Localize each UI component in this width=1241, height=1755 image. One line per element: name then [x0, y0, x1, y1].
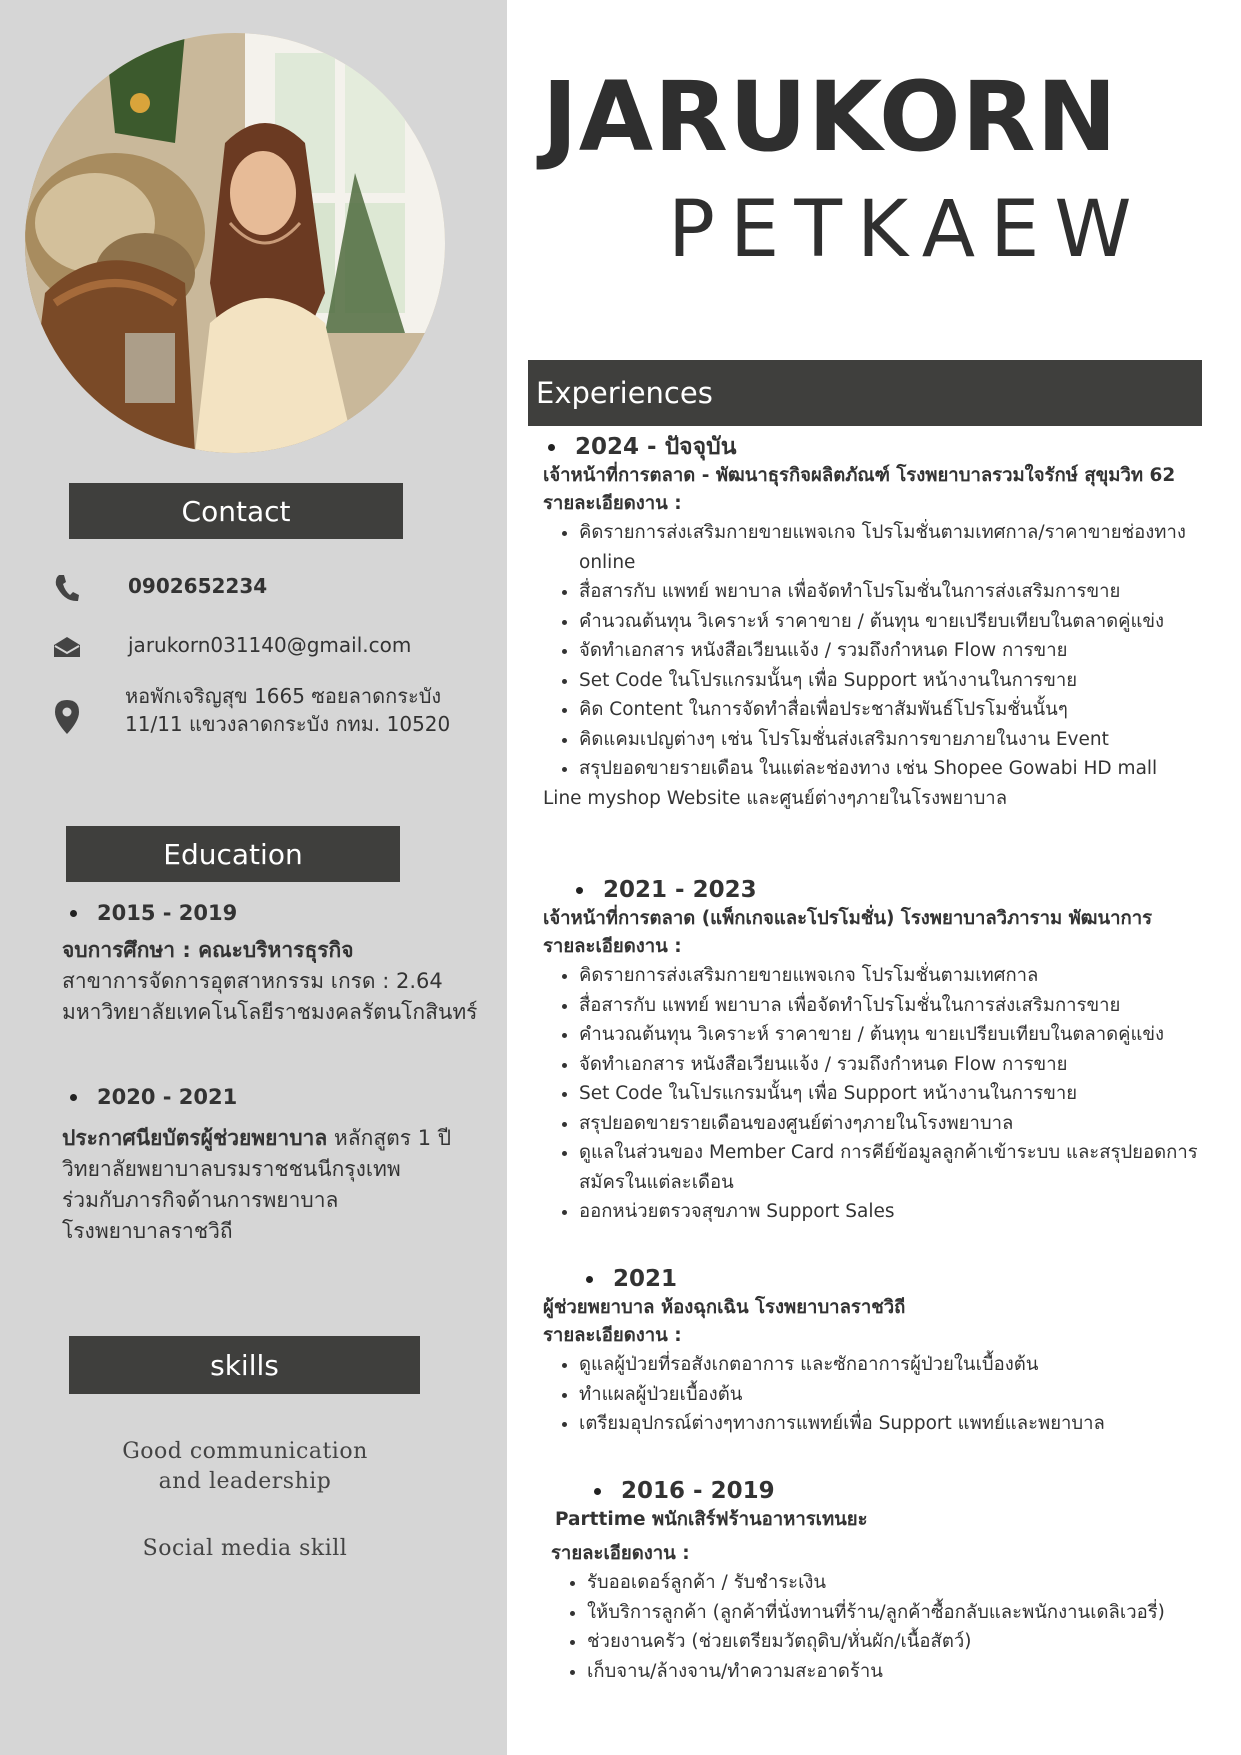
experience-duties — [551, 1568, 1231, 1686]
bullet-icon — [70, 1094, 77, 1101]
skill-communication — [60, 1437, 430, 1497]
experience-details-label: รายละเอียดงาน : — [543, 493, 682, 514]
education-heading: Education — [66, 826, 400, 882]
address — [125, 682, 450, 738]
skill-social-media: Social media skill — [142, 1536, 348, 1561]
skills-heading: skills — [69, 1336, 420, 1394]
contact-phone-row — [50, 571, 268, 605]
duty-item: • คิด Content ในการจัดทำสื่อเพื่อประชาสัมพันธ์โปรโมชั่นนั้นๆ — [579, 695, 1223, 725]
certificate-duration: หลักสูตร 1 ปี — [327, 1126, 452, 1150]
education-item — [62, 1082, 502, 1247]
experience-duties — [543, 1350, 1223, 1439]
duty-item: • คิดรายการส่งเสริมกายขายแพจเกจ โปรโมชั่นตามเทศกาล — [579, 961, 1223, 991]
certificate-name: ประกาศนียบัตรผู้ช่วยพยาบาล — [62, 1126, 328, 1150]
duty-item: • สื่อสารกับ แพทย์ พยาบาล เพื่อจัดทำโปรโมชั่นในการส่งเสริมการขาย — [579, 577, 1223, 607]
address-line-1: หอพักเจริญสุข 1665 ซอยลาดกระบัง — [125, 684, 442, 708]
experience-years-text: 2021 - 2023 — [603, 877, 757, 903]
email-address: jarukorn031140@gmail.com — [128, 633, 412, 657]
contact-email-row — [50, 630, 412, 664]
profile-photo — [25, 33, 445, 453]
duty-item: • จัดทำเอกสาร หนังสือเวียนแจ้ง / รวมถึงกำหนด Flow การขาย — [579, 1050, 1223, 1080]
phone-number: 0902652234 — [128, 574, 268, 598]
experience-title: Parttime พนักเสิร์ฟร้านอาหารเทนยะ — [555, 1509, 868, 1530]
duty-item: • ให้บริการลูกค้า (ลูกค้าที่นั่งทานที่ร้าน/ลูกค้าซื้อกลับและพนักงานเดลิเวอรี่) — [587, 1598, 1231, 1628]
experience-years — [543, 1264, 1223, 1294]
education-certificate — [62, 1123, 502, 1154]
skill-line: and leadership — [158, 1469, 332, 1494]
duty-item: • คำนวณต้นทุน วิเคราะห์ ราคาขาย / ต้นทุน ขายเปรียบเทียบในตลาดคู่แข่ง — [579, 1020, 1223, 1050]
education-degree: จบการศึกษา : คณะบริหารธุรกิจ — [62, 938, 354, 962]
duty-item: • สรุปยอดขายรายเดือนของศูนย์ต่างๆภายในโรงพยาบาล — [579, 1109, 1223, 1139]
duty-item: • จัดทำเอกสาร หนังสือเวียนแจ้ง / รวมถึงกำหนด Flow การขาย — [579, 636, 1223, 666]
duty-item: • คิดแคมเปญต่างๆ เช่น โปรโมชั่นส่งเสริมการขายภายในงาน Event — [579, 725, 1223, 755]
education-major: สาขาการจัดการอุตสาหกรรม เกรด : 2.64 — [62, 969, 443, 993]
experience-duties — [543, 961, 1223, 1227]
first-name: JARUKORN — [542, 61, 1118, 173]
last-name: PETKAEW — [668, 185, 1147, 275]
bullet-icon — [586, 1276, 593, 1283]
contact-address-row — [50, 684, 451, 736]
education-university: มหาวิทยาลัยเทคโนโลยีราชมงคลรัตนโกสินทร์ — [62, 1000, 478, 1024]
duty-item: • เก็บจาน/ล้างจาน/ทำความสะอาดร้าน — [587, 1657, 1231, 1687]
duty-item: • ดูแลผู้ป่วยที่รอสังเกตอาการ และซักอาการผู้ป่วยในเบื้องต้น — [579, 1350, 1223, 1380]
sidebar — [0, 0, 507, 1755]
profile-photo-illustration — [25, 33, 445, 453]
envelope-icon — [50, 630, 84, 664]
experience-duties — [543, 518, 1223, 784]
experience-title: เจ้าหน้าที่การตลาด - พัฒนาธุรกิจผลิตภัณฑ์ โรงพยาบาลรวมใจรักษ์ สุขุมวิท 62 — [543, 465, 1176, 486]
bullet-icon — [70, 910, 77, 917]
experience-item — [543, 432, 1223, 813]
duty-item: • ทำแผลผู้ป่วยเบื้องต้น — [579, 1380, 1223, 1410]
duty-item: • ช่วยงานครัว (ช่วยเตรียมวัตถุดิบ/หั่นผัก/เนื้อสัตว์) — [587, 1627, 1231, 1657]
experience-item — [551, 1476, 1231, 1686]
bullet-icon — [548, 444, 555, 451]
duty-item: • สื่อสารกับ แพทย์ พยาบาล เพื่อจัดทำโปรโมชั่นในการส่งเสริมการขาย — [579, 991, 1223, 1021]
education-item — [62, 898, 502, 1028]
experience-title: เจ้าหน้าที่การตลาด (แพ็กเกจและโปรโมชั่น) โรงพยาบาลวิภาราม พัฒนาการ — [543, 908, 1153, 929]
duty-item: • Set Code ในโปรแกรมนั้นๆ เพื่อ Support หน้างานในการขาย — [579, 666, 1223, 696]
experience-title: ผู้ช่วยพยาบาล ห้องฉุกเฉิน โรงพยาบาลราชวิถี — [543, 1297, 906, 1318]
education-hospital: โรงพยาบาลราชวิถี — [62, 1219, 233, 1243]
duty-item: • ดูแลในส่วนของ Member Card การคีย์ข้อมูลลูกค้าเข้าระบบ และสรุปยอดการสมัครในแต่ละเดือน — [579, 1138, 1223, 1197]
duty-item: • คิดรายการส่งเสริมกายขายแพจเกจ โปรโมชั่นตามเทศกาล/ราคาขายช่องทาง online — [579, 518, 1223, 577]
duty-item: • คำนวณต้นทุน วิเคราะห์ ราคาขาย / ต้นทุน ขายเปรียบเทียบในตลาดคู่แข่ง — [579, 607, 1223, 637]
experience-years — [543, 432, 1223, 462]
bullet-icon — [576, 887, 583, 894]
experiences-heading: Experiences — [528, 360, 1202, 426]
education-college: วิทยาลัยพยาบาลบรมราชชนนีกรุงเทพ — [62, 1157, 401, 1181]
location-pin-icon — [50, 700, 84, 734]
education-years — [62, 1082, 502, 1113]
duty-item: • สรุปยอดขายรายเดือน ในแต่ละช่องทาง เช่น Shopee Gowabi HD mall — [579, 754, 1223, 784]
address-line-2: 11/11 แขวงลาดกระบัง กทม. 10520 — [125, 712, 451, 736]
education-years — [62, 898, 502, 929]
experience-details-label: รายละเอียดงาน : — [543, 936, 682, 957]
experience-years-text: 2024 - ปัจจุบัน — [575, 434, 737, 460]
experience-item — [543, 875, 1223, 1227]
phone-icon — [50, 571, 84, 605]
duty-item: • Set Code ในโปรแกรมนั้นๆ เพื่อ Support หน้างานในการขาย — [579, 1079, 1223, 1109]
experience-years — [543, 875, 1223, 905]
experience-years-text: 2016 - 2019 — [621, 1478, 775, 1504]
duty-item: • ออกหน่วยตรวจสุขภาพ Support Sales — [579, 1197, 1223, 1227]
duty-item: • รับออเดอร์ลูกค้า / รับชำระเงิน — [587, 1568, 1231, 1598]
experience-years-text: 2021 — [613, 1266, 678, 1292]
experience-item — [543, 1264, 1223, 1439]
contact-heading: Contact — [69, 483, 403, 539]
experience-details-label: รายละเอียดงาน : — [543, 1325, 682, 1346]
experience-details-label: รายละเอียดงาน : — [551, 1543, 690, 1564]
bullet-icon — [594, 1488, 601, 1495]
duty-item: • เตรียมอุปกรณ์ต่างๆทางการแพทย์เพื่อ Support แพทย์และพยาบาล — [579, 1409, 1223, 1439]
experience-years — [551, 1476, 1231, 1506]
education-years-text: 2015 - 2019 — [97, 901, 238, 925]
skill-line: Good communication — [122, 1439, 368, 1464]
duty-continuation: Line myshop Website และศูนย์ต่างๆภายในโรงพยาบาล — [543, 787, 1008, 809]
education-years-text: 2020 - 2021 — [97, 1085, 238, 1109]
education-partner: ร่วมกับภารกิจด้านการพยาบาล — [62, 1188, 339, 1212]
